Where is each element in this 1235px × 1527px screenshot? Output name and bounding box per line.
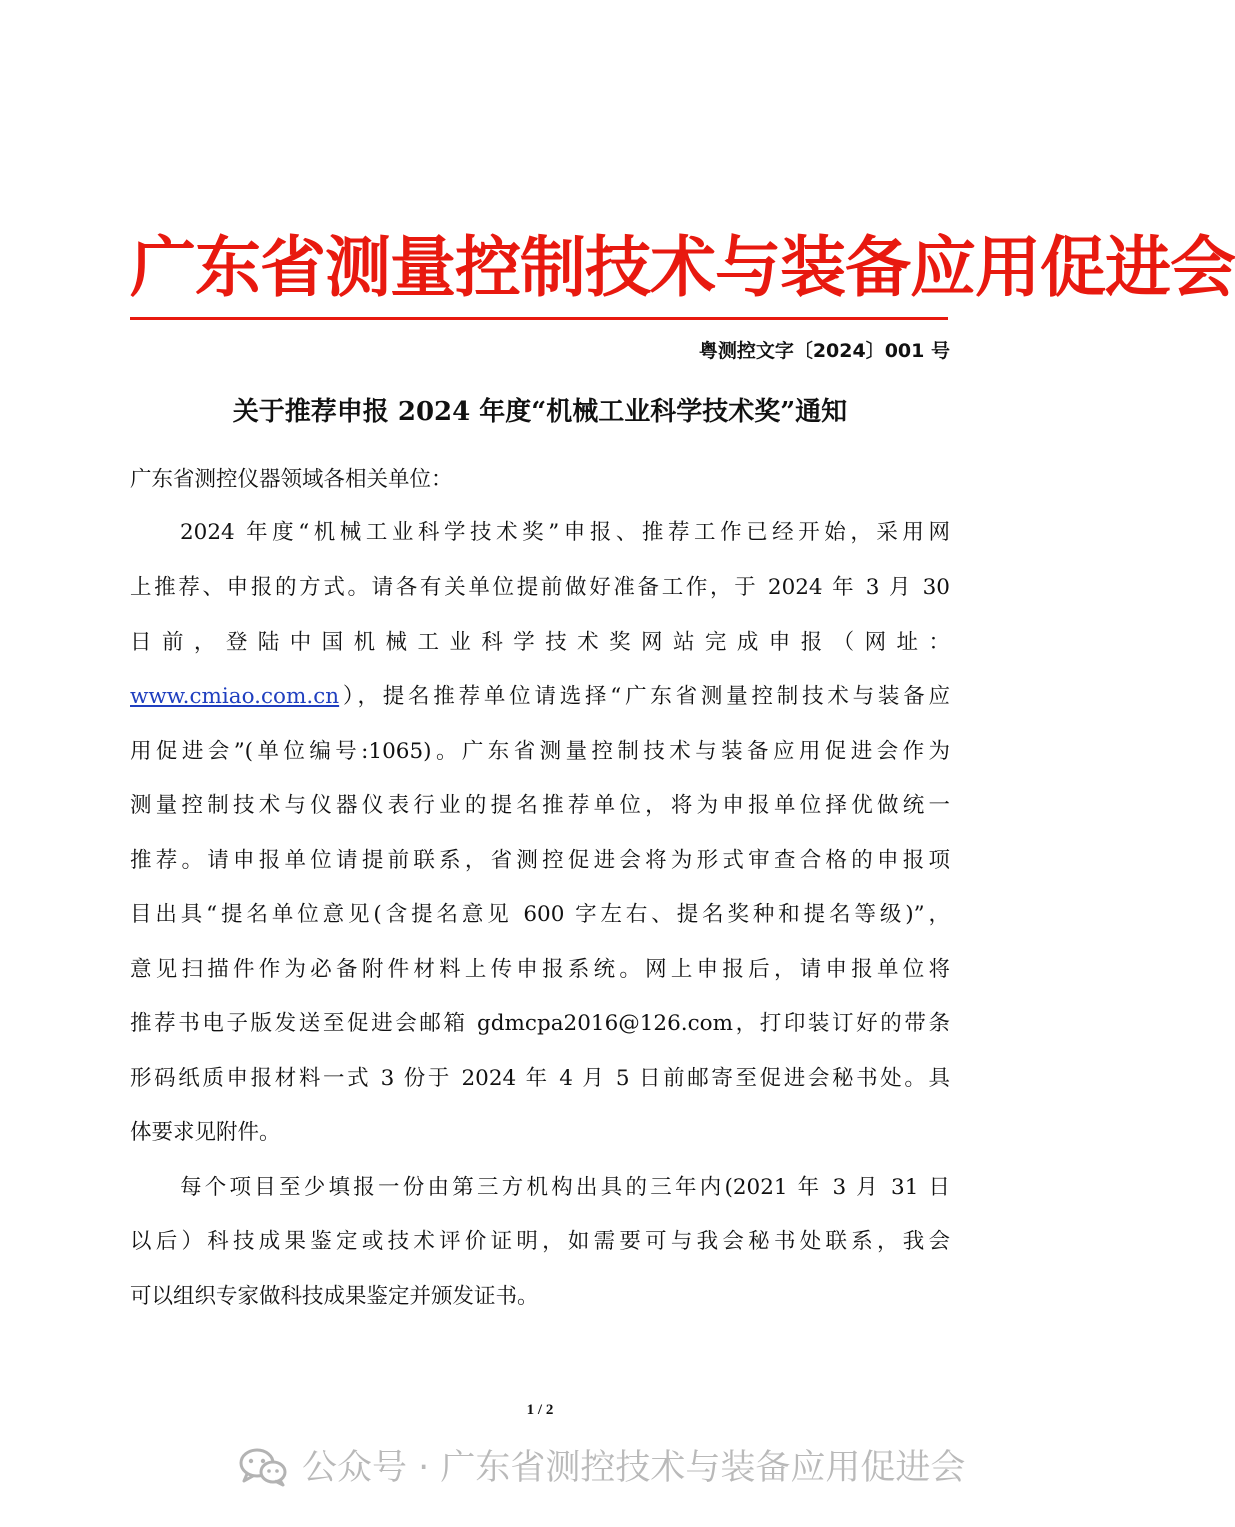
paragraph1-line: 目出具“提名单位意见(含提名意见 600 字左右、提名奖种和提名等级)”， bbox=[130, 902, 950, 927]
salutation: 广东省测控仪器领域各相关单位： bbox=[130, 467, 453, 492]
paragraph2-line: 每个项目至少填报一份由第三方机构出具的三年内(2021 年 3 月 31 日 bbox=[180, 1175, 950, 1200]
notice-title: 关于推荐申报 2024 年度“机械工业科学技术奖”通知 bbox=[232, 397, 848, 427]
paragraph1-line-text: ），提名推荐单位请选择“广东省测量控制技术与装备应 bbox=[339, 684, 950, 709]
letterhead-divider bbox=[130, 317, 948, 320]
wechat-icon bbox=[238, 1447, 288, 1487]
website-link[interactable]: www.cmiao.com.cn bbox=[130, 684, 340, 709]
paragraph2-line: 以后）科技成果鉴定或技术评价证明，如需要可与我会秘书处联系，我会 bbox=[130, 1229, 950, 1254]
paragraph1-line: 上推荐、申报的方式。请各有关单位提前做好准备工作，于 2024 年 3 月 30 bbox=[130, 575, 950, 600]
document-number: 粤测控文字〔2024〕001 号 bbox=[698, 340, 950, 362]
paragraph2-line: 可以组织专家做科技成果鉴定并颁发证书。 bbox=[130, 1284, 539, 1309]
paragraph1-line: 测量控制技术与仪器仪表行业的提名推荐单位，将为申报单位择优做统一 bbox=[130, 793, 950, 818]
paragraph1-line: 日前，登陆中国机械工业科学技术奖网站完成申报（网址： bbox=[130, 630, 950, 655]
paragraph1-line: 推荐。请申报单位请提前联系，省测控促进会将为形式审查合格的申报项 bbox=[130, 848, 950, 873]
paragraph1-line: 推荐书电子版发送至促进会邮箱 gdmcpa2016@126.com，打印装订好的带条 bbox=[130, 1011, 950, 1036]
paragraph1-line: 2024 年度“机械工业科学技术奖”申报、推荐工作已经开始，采用网 bbox=[180, 520, 950, 545]
organization-title: 广东省测量控制技术与装备应用促进会 bbox=[130, 228, 1235, 306]
page-number: 1 / 2 bbox=[526, 1402, 554, 1418]
paragraph1-line: 体要求见附件。 bbox=[130, 1120, 281, 1145]
paragraph1-line bbox=[130, 679, 950, 715]
paragraph1-line: 形码纸质申报材料一式 3 份于 2024 年 4 月 5 日前邮寄至促进会秘书处。具 bbox=[130, 1066, 950, 1091]
watermark-text: 公众号 · 广东省测控技术与装备应用促进会 bbox=[302, 1448, 966, 1488]
paragraph1-line: 意见扫描件作为必备附件材料上传申报系统。网上申报后，请申报单位将 bbox=[130, 957, 950, 982]
paragraph1-line: 用促进会”(单位编号:1065)。广东省测量控制技术与装备应用促进会作为 bbox=[130, 739, 950, 764]
